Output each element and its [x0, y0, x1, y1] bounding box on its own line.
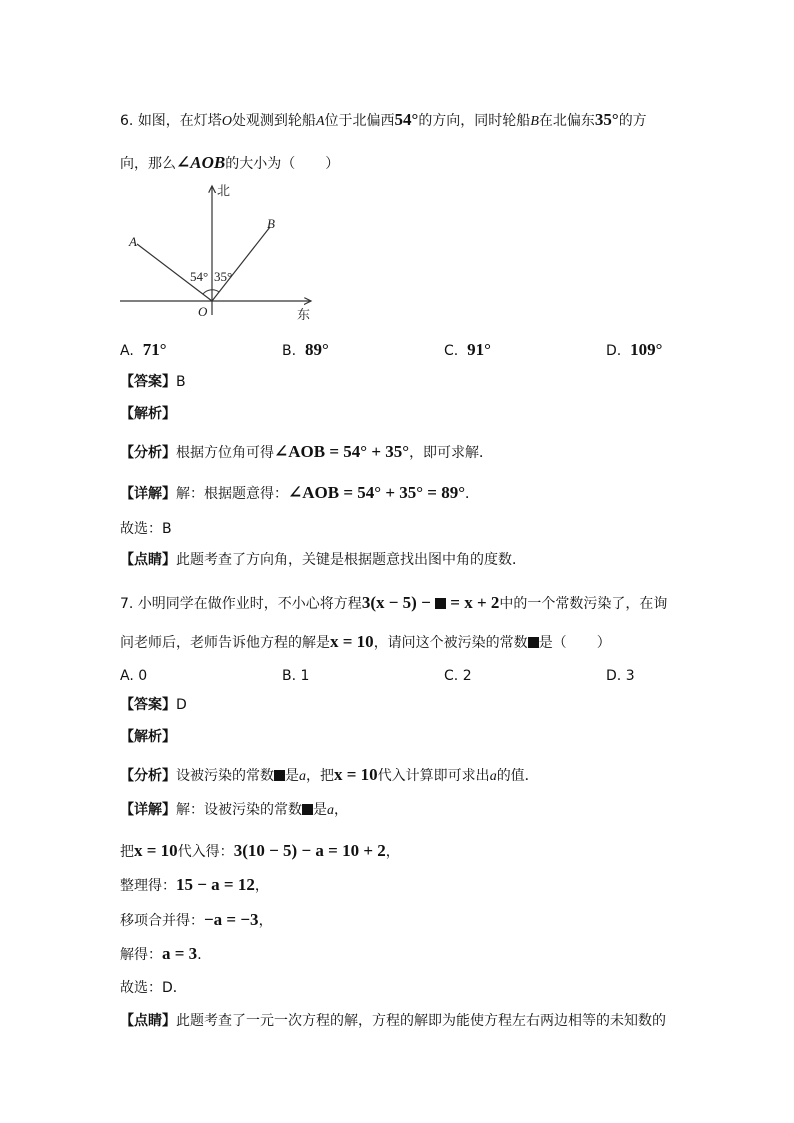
q7-step-4: 解得：a = 3．: [120, 944, 212, 963]
q6-stem-line-2: 向，那么∠AOB的大小为（ ）: [120, 153, 340, 172]
direction-angle-diagram: [115, 180, 325, 325]
q7-stem-line-1: 7. 小明同学在做作业时，不小心将方程3(x − 5) − = x + 2中的一个常数污染了，在询: [120, 593, 668, 612]
q7-step-3: 移项合并得：−a = −3，: [120, 910, 273, 929]
q7-answer: 【答案】D: [120, 697, 187, 713]
q7-guxuan: 故选：D．: [120, 980, 187, 996]
point-b-label: B: [267, 216, 275, 231]
q7-dianjing: 【点睛】此题考查了一元一次方程的解，方程的解即为能使方程左右两边相等的未知数的: [120, 1013, 666, 1029]
angle-arc: [203, 290, 219, 294]
east-label: 东: [297, 307, 311, 322]
q6-guxuan: 故选：B: [120, 521, 172, 537]
q7-option-b: B. 1: [282, 668, 310, 684]
q7-step-2: 整理得：15 − a = 12，: [120, 875, 269, 894]
q7-option-a: A. 0: [120, 668, 148, 684]
ink-blot-icon: [528, 637, 539, 648]
q6-option-a: A. 71°: [120, 340, 167, 359]
angle-54-label: 54°: [190, 269, 209, 284]
angle-aob: ∠AOB: [176, 153, 226, 172]
point-o-label: O: [198, 304, 208, 319]
q6-option-d: D. 109°: [606, 340, 663, 359]
q6-answer: 【答案】B: [120, 374, 186, 390]
q7-stem-line-2: 问老师后，老师告诉他方程的解是x = 10，请问这个被污染的常数 是（ ）: [120, 632, 611, 651]
q6-dianjing: 【点睛】此题考查了方向角，关键是根据题意找出图中角的度数．: [120, 552, 526, 568]
q6-jiexi: 【解析】: [120, 406, 176, 422]
ink-blot-icon: [302, 804, 313, 815]
q7-step-1: 把x = 10代入得：3(10 − 5) − a = 10 + 2，: [120, 841, 400, 860]
q6-option-c: C. 91°: [444, 340, 491, 359]
q6-fenxi: 【分析】根据方位角可得∠AOB = 54° + 35°，即可求解．: [120, 442, 494, 461]
angle-35-label: 35°: [214, 269, 233, 284]
ink-blot-icon: [274, 770, 285, 781]
q7-jiexi: 【解析】: [120, 729, 176, 745]
q7-xiangjie: 【详解】解：设被污染的常数 是a，: [120, 802, 348, 818]
ray-ob: [212, 227, 270, 301]
q6-xiangjie: 【详解】解：根据题意得：∠AOB = 54° + 35° = 89°．: [120, 483, 480, 502]
q7-option-d: D. 3: [606, 668, 635, 684]
q7-fenxi: 【分析】设被污染的常数 是a，把x = 10代入计算即可求出a的值．: [120, 765, 539, 784]
degree-35: 35°: [594, 110, 619, 129]
q6-option-b: B. 89°: [282, 340, 329, 359]
ink-blot-icon: [435, 598, 446, 609]
q6-stem-line-1: 6. 如图，在灯塔O处观测到轮船A位于北偏西54°的方向，同时轮船B在北偏东35°的方: [120, 110, 647, 129]
point-a-label: A: [129, 234, 137, 249]
north-label: 北: [217, 183, 231, 198]
q7-option-c: C. 2: [444, 668, 472, 684]
degree-54: 54°: [394, 110, 419, 129]
